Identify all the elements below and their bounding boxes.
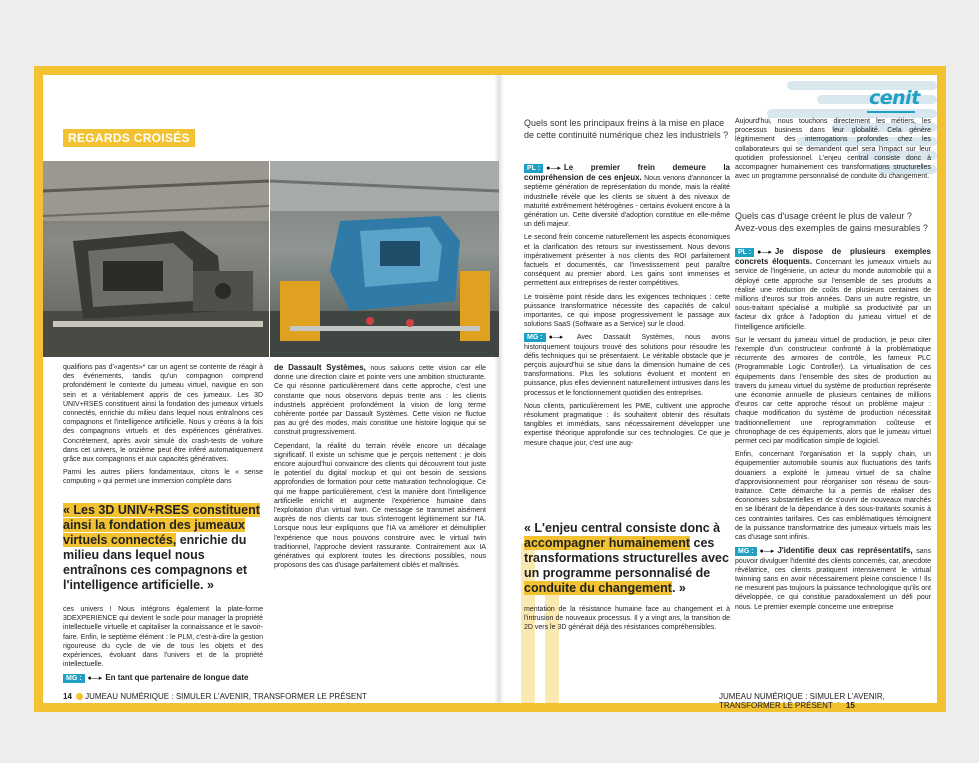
pull-quote-highlight: accompagner humainement xyxy=(524,536,691,550)
arrow-icon: ●—▸ xyxy=(546,165,561,172)
paragraph: Le second frein concerne naturellement les aspects économiques et la clarification des retours sur investissement. Nous devons impérativement présenter à nos clients des ROI parfaitement factuels et documentés, car l'investissement peut paraître conséquent au premier abord. Les gains sont immenses et permettent aux entreprises de rester compétitives. xyxy=(524,234,730,288)
pull-quote-text: . » xyxy=(671,581,686,595)
paragraph: mentation de la résistance humaine face au changement et à l'intrusion de nouveaux processus. Il y a vingt ans, la transition de 2D vers le 3D générait déjà des résistances compréhensibles. xyxy=(524,606,730,632)
answer-lead: Je dispose de plusieurs exemples concrets éloquents. xyxy=(735,247,931,267)
speaker-label: PL : xyxy=(524,164,543,173)
car-assembly-illustration xyxy=(43,161,269,357)
pull-quote-right xyxy=(524,521,736,596)
paragraph-text: nous saluons cette vision car elle donne une direction claire et pointe vers une ambition structurante. Ce qui résonne particulièrement dans cette approche, c'est une constante que nous observons depuis trente ans : les clients industriels apprécient profondément la vision de long terme cohérente portée par Dassault Systèmes. Cette vision ne fluctue pas au gré des modes, mais constitue une histoire logique qui se construit progressivement. xyxy=(274,365,487,437)
folio-dot-icon xyxy=(76,693,83,700)
paragraph-text: Nous venons d'annoncer la septième génération de représentation du monde, mais la réalité industrielle révèle que les clients se situent à des niveaux de maturité extrêmement hétérogènes - certains évoluent encore à la génération un. Cette diversité d'adoption constitue en elle-même un défi majeur. xyxy=(524,175,730,229)
left-column-1-cont xyxy=(63,605,263,688)
mg-answer xyxy=(524,333,730,397)
speaker-label: MG : xyxy=(63,674,85,683)
folio-right xyxy=(719,692,937,710)
paragraph-text: Concernant les jumeaux virtuels au service de l'ingénierie, un acteur du monde automobile qui a déployé cette approche sur l'ensemble de ses produits a réalisé une réduction de coûts de plusieurs centaines de millions d'euros sur trois années. Dans un autre registre, un sous-traitant spécialisé a multiplié sa productivité par un facteur dix grâce à l'adoption du jumeau virtuel et de l'intelligence artificielle. xyxy=(735,259,932,331)
left-column-2 xyxy=(274,363,486,574)
folio-title: JUMEAU NUMÉRIQUE : SIMULER L'AVENIR, TRANSFORMER LE PRÉSENT xyxy=(85,692,367,701)
right-column-1 xyxy=(524,163,730,452)
logo-underline xyxy=(867,111,915,113)
answer-lead: En tant que partenaire de longue date xyxy=(105,673,249,683)
mg-answer xyxy=(735,546,931,611)
paragraph: Aujourd'hui, nous touchons directement les métiers, les processus business dans leur globalité. Cela génère légitimement des interrogations profondes chez les collaborateurs qui se demandent quel sera l'impact sur leur quotidien professionnel. L'enjeu central consiste donc à accompagner humainement ces transformations structurelles avec un programme personnalisé de conduite du changement. xyxy=(735,118,931,181)
speaker-label: PL : xyxy=(735,248,754,257)
arrow-icon: ●—▸ xyxy=(757,249,772,256)
paragraph: Le troisième point réside dans les exigences techniques : cette puissance transformatrice nécessite des capacités de calcul importantes, ce qui impose progressivement le passage aux solutions SaaS (Software as a Service) sur le cloud. xyxy=(524,293,730,329)
paragraph: Parmi les autres piliers fondamentaux, citons le « sense computing » qui permet une immersion complète dans xyxy=(63,469,263,486)
answer-lead: de Dassault Systèmes, xyxy=(274,363,366,372)
arrow-icon: ●—▸ xyxy=(548,334,564,342)
page-number: 15 xyxy=(845,701,855,710)
section-tag: REGARDS CROISÉS xyxy=(63,129,195,147)
factory-photo-right xyxy=(270,161,499,357)
paragraph-text: sans pouvoir divulguer l'identité des clients concernés, car, anecdote révélatrice, ces clients pratiquent intensivement le virtual twinning sans en avoir nécessairement pleine conscience ! Ils ne mesurent pas toujours la puissance technologique qu'ils ont développée, ce qui constitue paradoxalement un défi pour nous. Le premier exemple concerne une entreprise xyxy=(735,548,931,611)
page-number: 14 xyxy=(63,692,72,701)
mg-answer xyxy=(63,673,263,683)
robot-assembly-illustration xyxy=(270,161,499,357)
speaker-label: MG : xyxy=(735,547,757,556)
paragraph: Sur le versant du jumeau virtuel de production, je peux citer l'exemple d'un constructeur confronté à la problématique récurrente des armoires de contrôle, les fameux PLC (Programmable Logic Controller). La virtualisation de ces équipements dans l'ensemble des sites de production au travers du jumeau virtuel du système de production représente une économie annuelle de plusieurs centaines de millions d'euros car cette approche résout un problème majeur : chaque modification du système de production nécessitait traditionnellement une reprogrammation coûteuse et chronophage de ces équipements, alors que le jumeau virtuel permet ceci par modification simple de logiciel. xyxy=(735,336,931,446)
factory-photo-left xyxy=(43,161,269,357)
right-column-2 xyxy=(735,117,931,185)
paragraph: Nous clients, particulièrement les PME, cultivent une approche résolument pragmatique : ils souhaitent obtenir des résultats tangibles et immédiats, sans nécessairement développer une expertise théorique approfondie sur ces technologies. Ce que je mesure chaque jour, c'est une aug- xyxy=(524,402,730,447)
pl-answer xyxy=(524,163,730,229)
question-2: Quels cas d'usage créent le plus de valeur ? Avez-vous des exemples de gains mesurables ? xyxy=(735,211,928,233)
magazine-spread xyxy=(34,66,946,712)
question-1: Quels sont les principaux freins à la mise en place de cette continuité numérique chez les industriels ? xyxy=(524,118,729,140)
paragraph-text: Avec Dassault Systèmes, nous avons historiquement toujours trouvé des solutions pour résoudre les défis techniques qui se présentaient. Le véritable obstacle que je perçois aujourd'hui se situe dans la dimension humaine de ces transformations. Plus les solutions évoluent et montent en puissance, plus elles deviennent naturellement intrusives dans les processus et le fonctionnement quotidien des entreprises. xyxy=(524,334,730,397)
pull-quote-text: « L'enjeu central consiste donc à xyxy=(524,521,721,535)
paragraph: ces univers ! Nous intégrons également la plate-forme 3DEXPERIENCE qui devient le socle pour manager la propriété intellectuelle virtuelle et capitaliser la connaissance et le savoir-faire. Enfin, le septième élément : le PLM, c'est-à-dire la gestion rigoureuse du cycle de vie de tous les objets et des expériences, évoluant dans l'univers et de la propriété intellectuelle. xyxy=(63,606,263,669)
paragraph: Enfin, concernant l'organisation et la supply chain, un équipementier automobile soumis aux fluctuations des tarifs douaniers a exploité le jumeau virtuel de sa chaîne d'approvisionnement pour réorganiser son réseau de sous-traitance. Cette démarche lui a permis de réaliser des économies substantielles et de s'ouvrir de nouveaux marchés en se libérant de la dépendance à des sous-traitants soumis à ces contraintes tarifaires. Ces cas emblématiques témoignent de la puissance transformatrice des jumeaux virtuels mais les cas d'usage sont infinis. xyxy=(735,451,931,542)
right-column-2-cont xyxy=(735,247,931,616)
pull-quote-text: ces transformations structurelles avec un programme personnalisé de xyxy=(524,536,729,580)
cenit-logo: cenit xyxy=(869,87,920,109)
paragraph xyxy=(274,363,486,438)
spread-pages xyxy=(43,75,937,710)
folio-left xyxy=(63,692,367,701)
paragraph: qualifions pas d'«agents»* car un agent se contente de réagir à des événements, tandis qu'un compagnon comprend profondément le contexte du jumeau virtuel, navigue en son sein et a véritablement appris de ces jumeaux. Les 3D UNIV+RSES constituent ainsi la fondation des jumeaux virtuels connectés, enrichie du milieu dans lequel nous entraînons ces compagnons et l'intelligence artificielle. Nous y créons à la fois des compagnons virtuels et des expériences génératives. Concrètement, après avoir simulé dix crash-tests de voiture dans cet univers, le onzième peut être inféré automatiquement grâce aux compagnons et aux capacités génératives. xyxy=(63,364,263,464)
paragraph: Cependant, la réalité du terrain révèle encore un décalage significatif. Il existe un schisme que je perçois nettement : je dois encore aujourd'hui convaincre des clients qui découvrent tout juste le potentiel du digital mockup et qui ont besoin de sessions approfondies de formation pour cette maturation technologique. Ce qui me frappe particulièrement, c'est la manière dont l'intelligence artificielle enrichit et augmente l'expérience humaine dans l'exploitation d'un virtual twin. Ce message se transmet aisément auprès de nos clients car tous s'interrogent légitimement sur l'IA. Lorsque nous leur expliquons que l'IA va améliorer et démultiplier l'expérience que nous pouvons construire avec le virtual twin traditionnel, l'approche devient rassurante. Contrairement aux IA génératives qui explorent toutes les directions possibles, nous proposons des cas d'usage parfaitement ciblés et maîtrisés. xyxy=(274,442,486,570)
speaker-label: MG : xyxy=(524,333,546,342)
left-column-1 xyxy=(63,363,263,491)
answer-lead: Le premier frein demeure la compréhension de ces enjeux. xyxy=(524,163,730,183)
folio-dot-icon xyxy=(835,702,842,709)
pull-quote-left xyxy=(63,503,268,593)
pull-quote-text: enrichie du milieu dans lequel nous entraînons ces compagnons et l'intelligence artificielle. » xyxy=(63,533,248,592)
pull-quote-highlight: conduite du changement xyxy=(524,581,672,595)
arrow-icon: ●—▸ xyxy=(87,675,103,683)
pull-quote-highlight: « Les 3D UNIV+RSES constituent ainsi la fondation des jumeaux virtuels connectés, xyxy=(63,503,260,547)
pl-answer xyxy=(735,247,931,332)
folio-title: JUMEAU NUMÉRIQUE : SIMULER L'AVENIR, TRANSFORMER LE PRÉSENT xyxy=(719,692,885,710)
arrow-icon: ●—▸ xyxy=(759,548,775,556)
right-column-1-cont xyxy=(524,605,730,637)
answer-lead: J'identifie deux cas représentatifs, xyxy=(777,546,913,556)
